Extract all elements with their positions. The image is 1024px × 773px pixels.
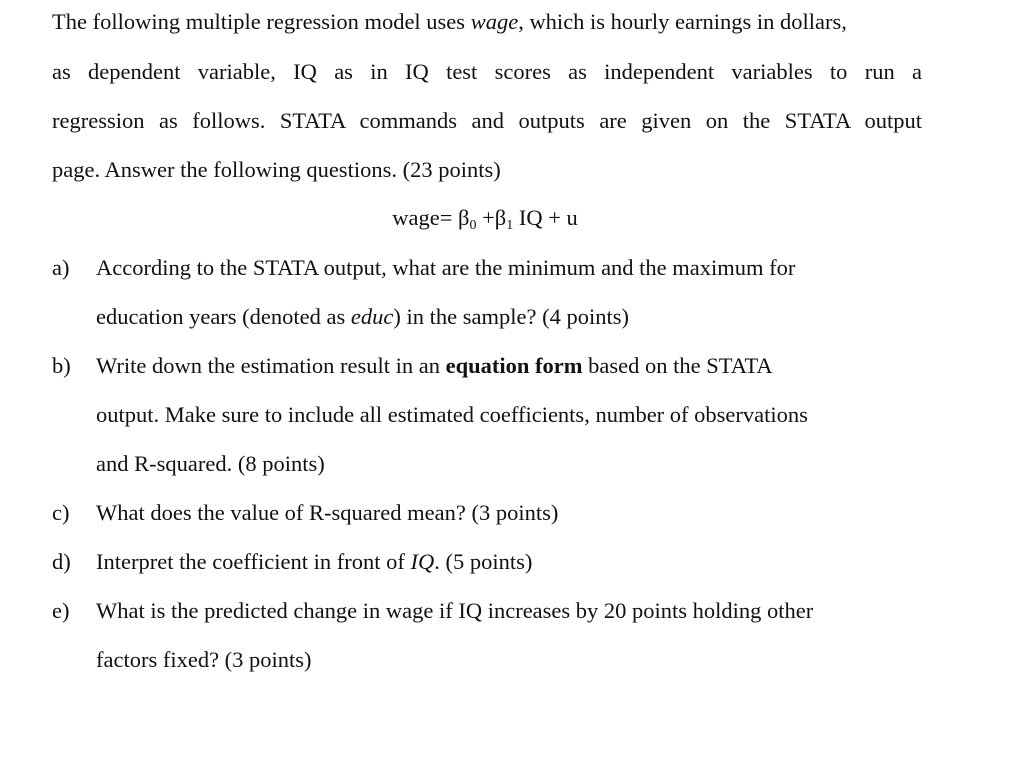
intro-line-1-pre: The following multiple regression model uses xyxy=(52,9,471,34)
emphasis-equation-form: equation form xyxy=(445,353,583,378)
equation-lhs: wage= xyxy=(392,205,459,230)
question-a-line-2: education years (denoted as educ) in the sample? (4 points) xyxy=(96,304,629,329)
intro-line-2: as dependent variable, IQ as in IQ test scores as independent variables to run a xyxy=(52,59,922,84)
question-c-line-1: What does the value of R-squared mean? (3 points) xyxy=(96,500,559,525)
beta-one: $\beta_1$ xyxy=(494,205,514,233)
question-a-marker: a) xyxy=(52,255,70,280)
question-b-line-3: and R-squared. (8 points) xyxy=(96,451,325,476)
equation-rest: IQ + u xyxy=(513,205,578,230)
variable-educ: educ xyxy=(350,304,394,329)
question-b-marker: b) xyxy=(52,353,71,378)
question-e-marker: e) xyxy=(52,598,70,623)
question-e-line-2: factors fixed? (3 points) xyxy=(96,647,312,672)
question-d-line-1: Interpret the coefficient in front of IQ. (5 points) xyxy=(96,549,533,574)
question-b-line-1: Write down the estimation result in an equation form based on the STATA xyxy=(96,353,773,378)
question-e-line-1: What is the predicted change in wage if IQ increases by 20 points holding other xyxy=(96,598,814,623)
question-c-marker: c) xyxy=(52,500,70,525)
question-d-marker: d) xyxy=(52,549,71,574)
equation-plus: + xyxy=(476,205,495,230)
intro-line-3: regression as follows. STATA commands and outputs are given on the STATA output xyxy=(52,108,922,133)
question-a-line-1: According to the STATA output, what are the minimum and the maximum for xyxy=(96,255,796,280)
variable-iq: IQ xyxy=(410,549,435,574)
regression-equation xyxy=(0,203,970,233)
intro-variable-wage: wage xyxy=(470,9,519,34)
beta-zero: $\beta_0$ xyxy=(458,205,477,233)
question-b-line-2: output. Make sure to include all estimated coefficients, number of observations xyxy=(96,402,808,427)
intro-line-1 xyxy=(52,7,922,37)
intro-line-1-post: , which is hourly earnings in dollars, xyxy=(518,9,847,34)
intro-line-4: page. Answer the following questions. (23 points) xyxy=(52,157,501,182)
